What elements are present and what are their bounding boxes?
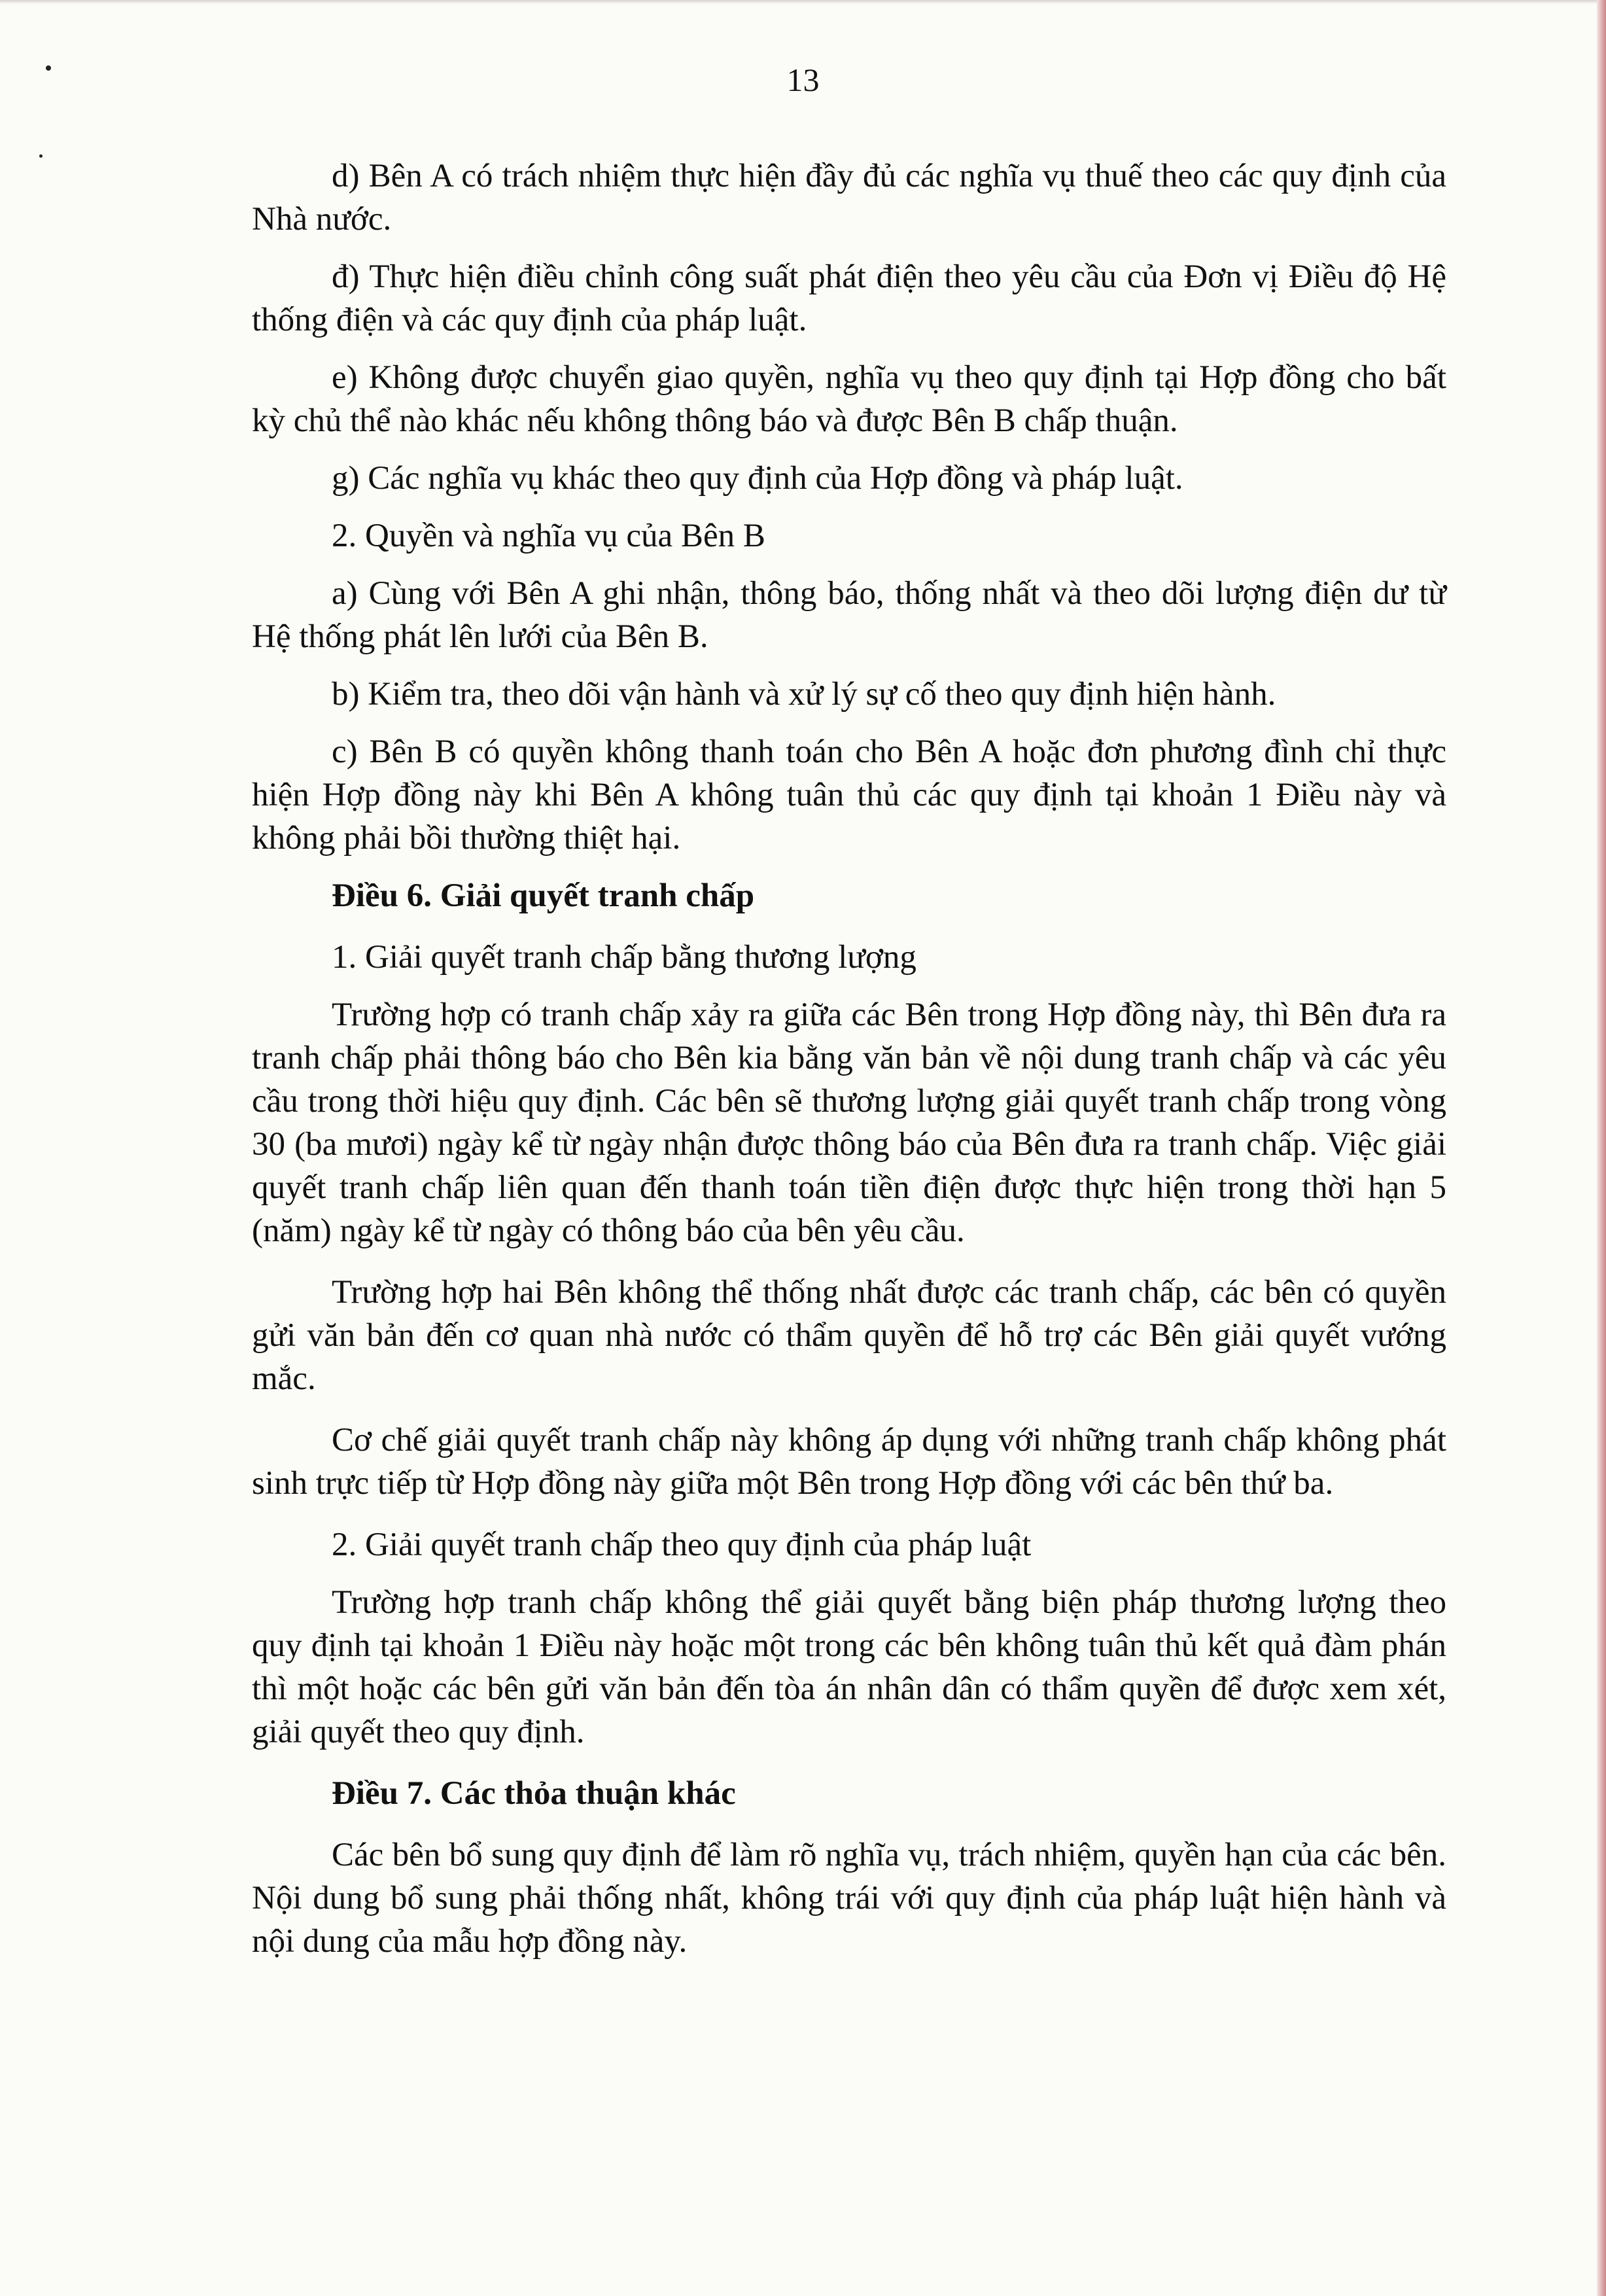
article-6-section-2-title: 2. Giải quyết tranh chấp theo quy định của pháp luật [332,1527,1032,1563]
clause-2c: c) Bên B có quyền không thanh toán cho Bên A hoặc đơn phương đình chỉ thực hiện Hợp đồng này khi Bên A không tuân thủ các quy định tại khoản 1 Điều này và không phải bồi thường thiệt hại. [252,733,1446,857]
clause-2b: b) Kiểm tra, theo dõi vận hành và xử lý sự cố theo quy định hiện hành. [332,676,1276,713]
document-body [252,154,1446,1981]
page-number: 13 [786,62,820,98]
article-7-paragraph: Các bên bổ sung quy định để làm rõ nghĩa vụ, trách nhiệm, quyền hạn của các bên. Nội dung bổ sung phải thống nhất, không trái với quy định của pháp luật hiện hành và nội dung của mẫu hợp đồng này. [252,1837,1446,1960]
section-2-title: 2. Quyền và nghĩa vụ của Bên B [332,518,765,554]
article-6-section-1-title: 1. Giải quyết tranh chấp bằng thương lượng [332,939,916,976]
clause-2a: a) Cùng với Bên A ghi nhận, thông báo, thống nhất và theo dõi lượng điện dư từ Hệ thống phát lên lưới của Bên B. [252,575,1446,655]
scan-top-edge [0,0,1606,4]
scan-right-edge [1597,0,1606,2296]
article-6-section-2-paragraph: Trường hợp tranh chấp không thể giải quyết bằng biện pháp thương lượng theo quy định tại khoản 1 Điều này hoặc một trong các bên không tuân thủ kết quả đàm phán thì một hoặc các bên gửi văn bản đến tòa án nhân dân có thẩm quyền để được xem xét, giải quyết theo quy định. [252,1584,1446,1750]
article-7-heading: Điều 7. Các thỏa thuận khác [332,1775,736,1812]
clause-1d: d) Bên A có trách nhiệm thực hiện đầy đủ các nghĩa vụ thuế theo các quy định của Nhà nước. [252,158,1446,238]
clause-1g: g) Các nghĩa vụ khác theo quy định của Hợp đồng và pháp luật. [332,460,1183,497]
article-6-paragraph: Trường hợp có tranh chấp xảy ra giữa các Bên trong Hợp đồng này, thì Bên đưa ra tranh chấp phải thông báo cho Bên kia bằng văn bản về nội dung tranh chấp và các yêu cầu trong thời hiệu quy định. Các bên sẽ thương lượng giải quyết tranh chấp trong vòng 30 (ba mươi) ngày kể từ ngày nhận được thông báo của Bên đưa ra tranh chấp. Việc giải quyết tranh chấp liên quan đến thanh toán tiền điện được thực hiện trong thời hạn 5 (năm) ngày kể từ ngày có thông báo của bên yêu cầu. [252,997,1446,1249]
clause-1e: e) Không được chuyển giao quyền, nghĩa vụ theo quy định tại Hợp đồng cho bất kỳ chủ thể nào khác nếu không thông báo và được Bên B chấp thuận. [252,359,1446,439]
scan-speck [39,154,43,158]
article-6-heading: Điều 6. Giải quyết tranh chấp [332,877,755,914]
article-6-paragraph: Cơ chế giải quyết tranh chấp này không áp dụng với những tranh chấp không phát sinh trực tiếp từ Hợp đồng này giữa một Bên trong Hợp đồng với các bên thứ ba. [252,1422,1446,1502]
clause-1dd: đ) Thực hiện điều chỉnh công suất phát điện theo yêu cầu của Đơn vị Điều độ Hệ thống điện và các quy định của pháp luật. [252,258,1446,338]
article-6-paragraph: Trường hợp hai Bên không thể thống nhất được các tranh chấp, các bên có quyền gửi văn bản đến cơ quan nhà nước có thẩm quyền để hỗ trợ các Bên giải quyết vướng mắc. [252,1274,1446,1397]
